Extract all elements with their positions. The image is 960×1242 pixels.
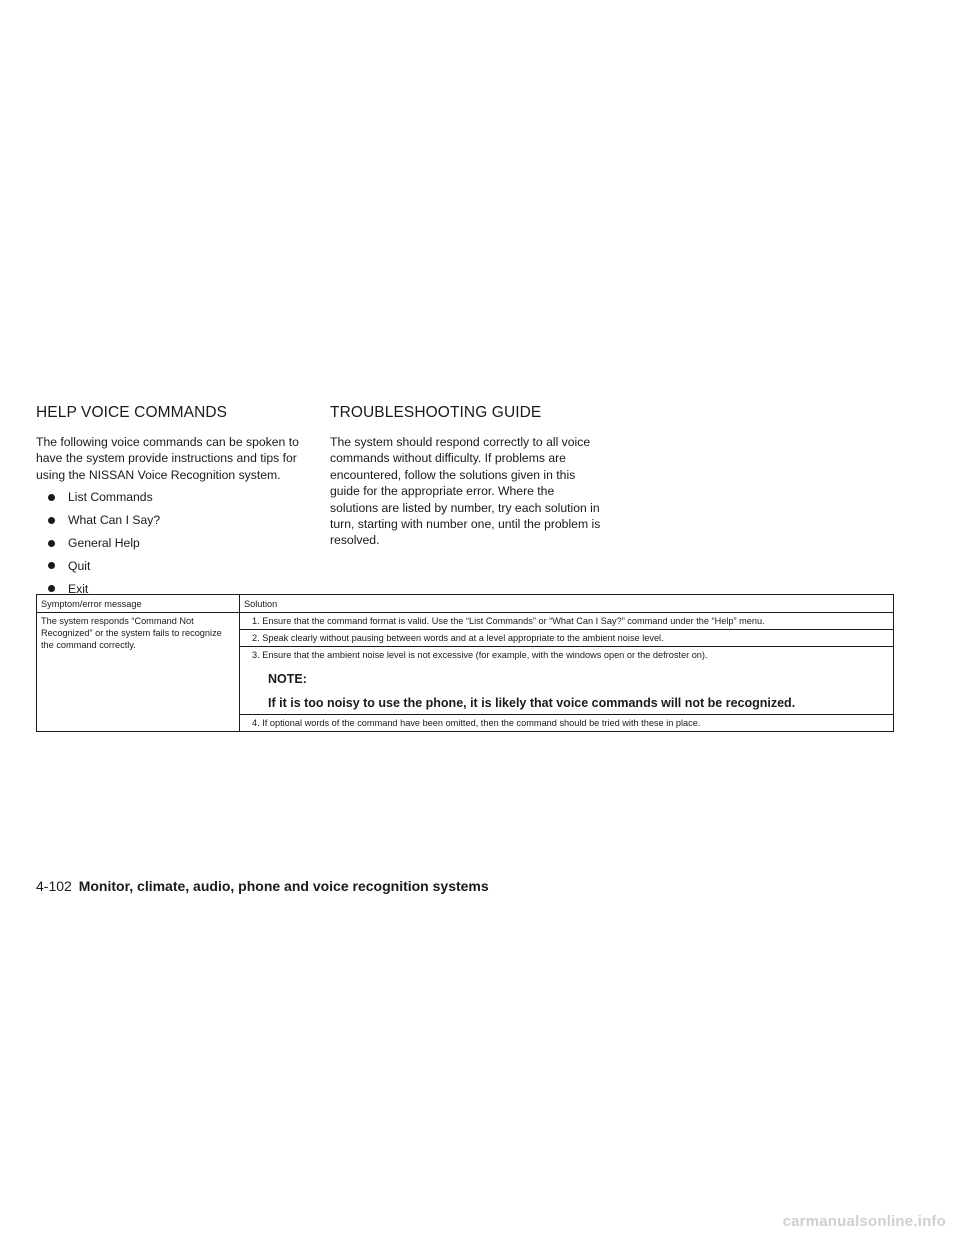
troubleshooting-table bbox=[36, 594, 894, 732]
page-number: 4-102 bbox=[36, 878, 72, 894]
bullet-icon bbox=[48, 585, 55, 592]
help-intro: The following voice commands can be spoken to have the system provide instructions and tips for using the NISSAN Voice Recognition system. bbox=[36, 435, 299, 482]
solution-2: 2. Speak clearly without pausing between words and at a level appropriate to the ambient noise level. bbox=[240, 630, 894, 647]
solution-1: 1. Ensure that the command format is valid. Use the “List Commands” or “What Can I Say?” command under the “Help” menu. bbox=[240, 613, 894, 630]
bullet-icon bbox=[48, 540, 55, 547]
table-header-row bbox=[37, 595, 894, 613]
list-item: Exit bbox=[48, 581, 311, 597]
troubleshooting-heading: TROUBLESHOOTING GUIDE bbox=[330, 404, 542, 421]
bullet-icon bbox=[48, 517, 55, 524]
page-footer bbox=[36, 877, 489, 895]
header-symptom: Symptom/error message bbox=[37, 595, 240, 613]
list-item: Quit bbox=[48, 558, 311, 574]
troubleshooting-intro: The system should respond correctly to all voice commands without difficulty. If problems are encountered, follow the solutions given in this guide for the appropriate error. Where the solutions are listed by number, try each solution in turn, starting with number one, until the problem is resolved. bbox=[330, 435, 601, 548]
command-list bbox=[36, 489, 311, 597]
solution-3: 3. Ensure that the ambient noise level is not excessive (for example, with the windows open or the defroster on). bbox=[252, 650, 708, 660]
bullet-icon bbox=[48, 494, 55, 501]
list-item: General Help bbox=[48, 535, 311, 551]
footer-title: Monitor, climate, audio, phone and voice recognition systems bbox=[78, 878, 489, 894]
watermark: carmanualsonline.info bbox=[782, 1213, 946, 1230]
bullet-icon bbox=[48, 562, 55, 569]
table-row bbox=[37, 613, 894, 630]
list-item: List Commands bbox=[48, 489, 311, 505]
help-heading: HELP VOICE COMMANDS bbox=[36, 404, 228, 421]
symptom-cell: The system responds “Command Not Recognized” or the system fails to recognize the command correctly. bbox=[37, 613, 240, 732]
list-item: What Can I Say? bbox=[48, 512, 311, 528]
solution-4: 4. If optional words of the command have been omitted, then the command should be tried with these in place. bbox=[240, 715, 894, 732]
troubleshooting-section bbox=[330, 404, 605, 549]
help-voice-commands-section bbox=[36, 404, 311, 604]
note-title: NOTE: bbox=[268, 672, 307, 686]
header-solution: Solution bbox=[240, 595, 894, 613]
note-text: If it is too noisy to use the phone, it is likely that voice commands will not be recognized. bbox=[268, 696, 796, 710]
solution-3-cell bbox=[240, 647, 894, 715]
